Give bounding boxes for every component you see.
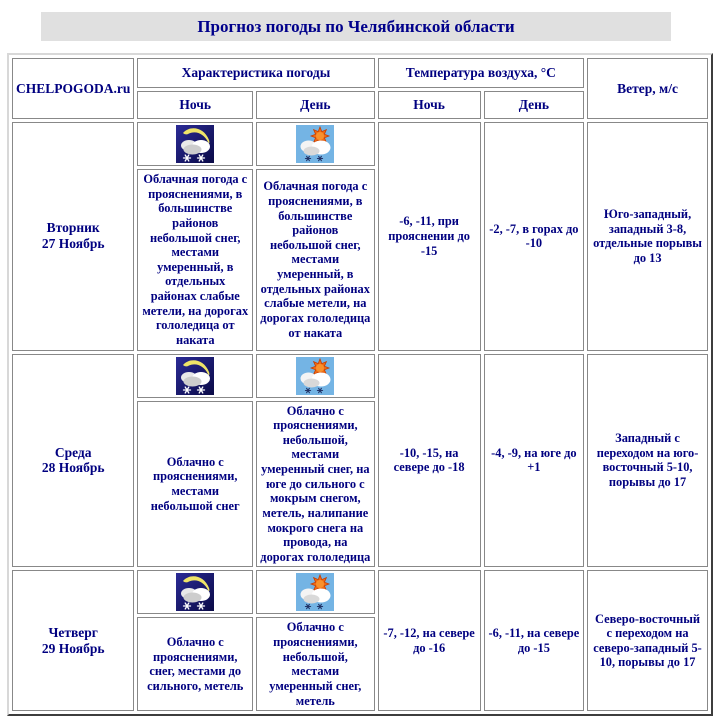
day-description-cell: Облачно с прояснениями, небольшой, местами умеренный снег, на юге до сильного с мокрым снегом, метель, налипание мокрого снега на провода, на дорогах гололедица xyxy=(256,401,374,568)
night-description-cell: Облачная погода с прояснениями, в большинстве районов небольшой снег, местами умеренный, в отдельных районах слабые метели, на дорогах гололедица от наката xyxy=(137,169,253,351)
sun-clouds-snow-icon xyxy=(296,125,334,163)
wind-cell: Западный с переходом на юго-восточный 5-10, порывы до 17 xyxy=(587,354,708,568)
day-description-cell: Облачно с прояснениями, небольшой, местами умеренный снег, метель xyxy=(256,617,374,711)
day-date: 27 Ноябрь xyxy=(41,236,105,252)
night-description-cell: Облачно с прояснениями, снег, местами до сильного, метель xyxy=(137,617,253,711)
header-weather-night: Ночь xyxy=(137,91,253,119)
night-icon-cell xyxy=(137,570,253,614)
header-temp-day: День xyxy=(484,91,584,119)
day-temp-cell: -2, -7, в горах до -10 xyxy=(484,122,584,351)
day-name: Вторник xyxy=(46,220,100,236)
header-wind: Ветер, м/с xyxy=(587,58,708,119)
night-temp-cell: -7, -12, на севере до -16 xyxy=(378,570,481,711)
header-temp-night: Ночь xyxy=(378,91,481,119)
day-icon-cell xyxy=(256,122,374,166)
day-cell-tuesday xyxy=(12,122,134,351)
day-temp-cell: -4, -9, на юге до +1 xyxy=(484,354,584,568)
moon-clouds-snow-icon xyxy=(176,357,214,395)
moon-clouds-snow-icon xyxy=(176,573,214,611)
wind-cell: Юго-западный, западный 3-8, отдельные порывы до 13 xyxy=(587,122,708,351)
sun-clouds-snow-icon xyxy=(296,573,334,611)
header-air-temperature: Температура воздуха, °С xyxy=(378,58,585,88)
sun-clouds-snow-icon xyxy=(296,357,334,395)
header-weather-characteristics: Характеристика погоды xyxy=(137,58,374,88)
wind-cell: Северо-восточный с переходом на северо-западный 5-10, порывы до 17 xyxy=(587,570,708,711)
night-icon-cell xyxy=(137,122,253,166)
page-title: Прогноз погоды по Челябинской области xyxy=(41,12,671,41)
day-icon-cell xyxy=(256,354,374,398)
moon-clouds-snow-icon xyxy=(176,125,214,163)
night-icon-cell xyxy=(137,354,253,398)
day-cell-thursday xyxy=(12,570,134,711)
night-description-cell: Облачно с прояснениями, местами небольшой снег xyxy=(137,401,253,568)
day-name: Четверг xyxy=(48,624,98,640)
night-temp-cell: -6, -11, при прояснении до -15 xyxy=(378,122,481,351)
day-date: 29 Ноябрь xyxy=(41,640,105,656)
day-date: 28 Ноябрь xyxy=(41,460,105,476)
day-icon-cell xyxy=(256,570,374,614)
site-logo-text: CHELPOGODA.ru xyxy=(12,58,134,119)
day-description-cell: Облачная погода с прояснениями, в большинстве районов небольшой снег, местами умеренный, в отдельных районах слабые метели, на дорогах гололедица от наката xyxy=(256,169,374,351)
day-name: Среда xyxy=(54,444,92,460)
forecast-table xyxy=(7,53,713,716)
day-temp-cell: -6, -11, на севере до -15 xyxy=(484,570,584,711)
night-temp-cell: -10, -15, на севере до -18 xyxy=(378,354,481,568)
header-weather-day: День xyxy=(256,91,374,119)
day-cell-wednesday xyxy=(12,354,134,568)
